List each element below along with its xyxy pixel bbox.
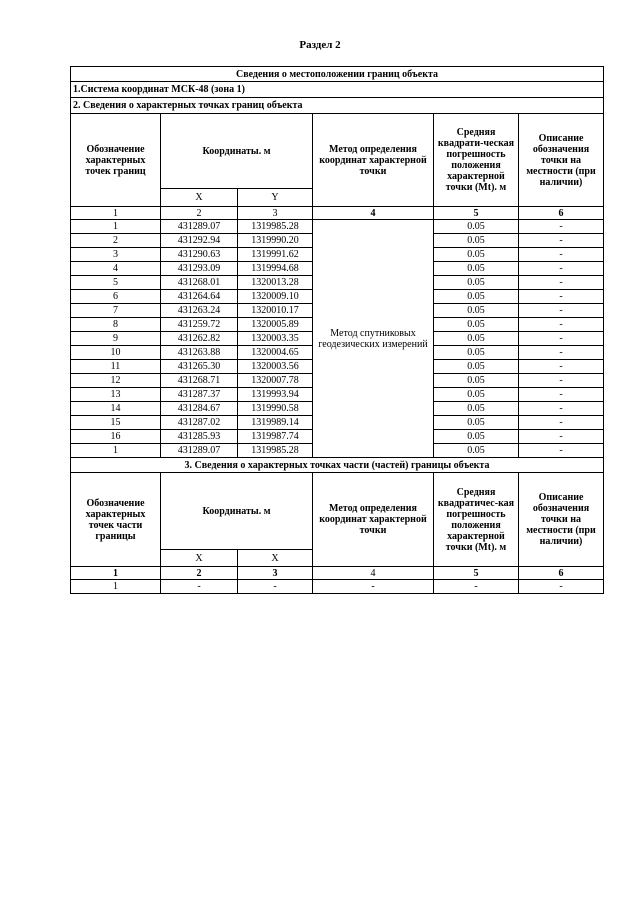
point-number: 11 xyxy=(71,360,161,374)
coord-x: 431262.82 xyxy=(161,332,238,346)
part2-colnum: 3 xyxy=(238,207,313,220)
error-value: 0.05 xyxy=(434,374,519,388)
part2-header-y: Y xyxy=(238,189,313,207)
description-value: - xyxy=(519,318,604,332)
part2-colnums-row xyxy=(71,207,604,220)
description-value: - xyxy=(519,220,604,234)
point-number: 10 xyxy=(71,346,161,360)
part3-cell-x: - xyxy=(161,580,238,594)
description-value: - xyxy=(519,262,604,276)
part3-colnum: 1 xyxy=(71,567,161,580)
error-value: 0.05 xyxy=(434,346,519,360)
description-value: - xyxy=(519,276,604,290)
coord-x: 431287.37 xyxy=(161,388,238,402)
coord-y: 1320005.89 xyxy=(238,318,313,332)
coord-y: 1319989.14 xyxy=(238,416,313,430)
coord-y: 1319991.62 xyxy=(238,248,313,262)
description-value: - xyxy=(519,430,604,444)
part3-cell-n: 1 xyxy=(71,580,161,594)
description-value: - xyxy=(519,248,604,262)
error-value: 0.05 xyxy=(434,388,519,402)
description-value: - xyxy=(519,388,604,402)
coord-x: 431284.67 xyxy=(161,402,238,416)
part3-colnum: 6 xyxy=(519,567,604,580)
point-number: 12 xyxy=(71,374,161,388)
description-value: - xyxy=(519,360,604,374)
point-number: 15 xyxy=(71,416,161,430)
coord-y: 1320013.28 xyxy=(238,276,313,290)
error-value: 0.05 xyxy=(434,220,519,234)
coord-y: 1319994.68 xyxy=(238,262,313,276)
point-number: 13 xyxy=(71,388,161,402)
description-value: - xyxy=(519,332,604,346)
part3-header-x: X xyxy=(161,550,238,567)
error-value: 0.05 xyxy=(434,360,519,374)
coord-x: 431265.30 xyxy=(161,360,238,374)
point-number: 9 xyxy=(71,332,161,346)
part2-header-error: Средняя квадрати-ческая погрешность положения характерной точки (Mt). м xyxy=(434,114,519,207)
coord-y: 1319993.94 xyxy=(238,388,313,402)
part2-colnum: 4 xyxy=(313,207,434,220)
part3-cell-d: - xyxy=(519,580,604,594)
part2-title: 2. Сведения о характерных точках границ объекта xyxy=(71,98,604,114)
part2-header-x: X xyxy=(161,189,238,207)
part3-header-y: X xyxy=(238,550,313,567)
error-value: 0.05 xyxy=(434,248,519,262)
coord-y: 1320003.35 xyxy=(238,332,313,346)
table-row xyxy=(71,220,604,234)
part3-title: 3. Сведения о характерных точках части (частей) границы объекта xyxy=(71,458,604,473)
coord-x: 431289.07 xyxy=(161,220,238,234)
part2-colnum: 2 xyxy=(161,207,238,220)
coord-x: 431268.01 xyxy=(161,276,238,290)
part3-cell-e: - xyxy=(434,580,519,594)
point-number: 4 xyxy=(71,262,161,276)
part2-colnum: 6 xyxy=(519,207,604,220)
part2-header-point: Обозначение характерных точек границ xyxy=(71,114,161,207)
description-value: - xyxy=(519,346,604,360)
part2-header-desc: Описание обозначения точки на местности (при наличии) xyxy=(519,114,604,207)
main-title: Сведения о местоположении границ объекта xyxy=(71,67,604,82)
table-row xyxy=(71,580,604,594)
part2-colnum: 5 xyxy=(434,207,519,220)
description-value: - xyxy=(519,304,604,318)
part3-header-coords: Координаты. м xyxy=(161,473,313,550)
error-value: 0.05 xyxy=(434,444,519,458)
coord-x: 431293.09 xyxy=(161,262,238,276)
description-value: - xyxy=(519,444,604,458)
coord-y: 1319990.58 xyxy=(238,402,313,416)
description-value: - xyxy=(519,374,604,388)
part3-colnum: 3 xyxy=(238,567,313,580)
method-cell: Метод спутниковых геодезических измерений xyxy=(313,220,434,458)
coord-x: 431263.88 xyxy=(161,346,238,360)
point-number: 14 xyxy=(71,402,161,416)
description-value: - xyxy=(519,234,604,248)
coord-x: 431263.24 xyxy=(161,304,238,318)
point-number: 5 xyxy=(71,276,161,290)
point-number: 1 xyxy=(71,444,161,458)
error-value: 0.05 xyxy=(434,402,519,416)
coord-y: 1320003.56 xyxy=(238,360,313,374)
coord-y: 1319987.74 xyxy=(238,430,313,444)
point-number: 1 xyxy=(71,220,161,234)
part3-header-desc: Описание обозначения точки на местности (при наличии) xyxy=(519,473,604,567)
coord-x: 431289.07 xyxy=(161,444,238,458)
part2-header-method: Метод определения координат характерной точки xyxy=(313,114,434,207)
part3-colnum: 2 xyxy=(161,567,238,580)
point-number: 6 xyxy=(71,290,161,304)
point-number: 7 xyxy=(71,304,161,318)
error-value: 0.05 xyxy=(434,262,519,276)
part3-colnum: 5 xyxy=(434,567,519,580)
coord-x: 431259.72 xyxy=(161,318,238,332)
coord-y: 1319985.28 xyxy=(238,444,313,458)
point-number: 8 xyxy=(71,318,161,332)
part2-colnum: 1 xyxy=(71,207,161,220)
error-value: 0.05 xyxy=(434,318,519,332)
error-value: 0.05 xyxy=(434,276,519,290)
description-value: - xyxy=(519,290,604,304)
coord-x: 431268.71 xyxy=(161,374,238,388)
section-title: Раздел 2 xyxy=(299,39,341,51)
point-number: 16 xyxy=(71,430,161,444)
coord-y: 1320009.10 xyxy=(238,290,313,304)
part3-header-point: Обозначение характерных точек части границы xyxy=(71,473,161,567)
coord-y: 1319990.20 xyxy=(238,234,313,248)
point-number: 2 xyxy=(71,234,161,248)
error-value: 0.05 xyxy=(434,416,519,430)
coord-y: 1320004.65 xyxy=(238,346,313,360)
error-value: 0.05 xyxy=(434,304,519,318)
part3-header-error: Средняя квадратичес-кая погрешность положения характерной точки (Mt). м xyxy=(434,473,519,567)
coord-y: 1320010.17 xyxy=(238,304,313,318)
error-value: 0.05 xyxy=(434,332,519,346)
part3-colnum: 4 xyxy=(313,567,434,580)
description-value: - xyxy=(519,402,604,416)
coordinate-system: 1.Система координат МСК-48 (зона 1) xyxy=(71,82,604,98)
error-value: 0.05 xyxy=(434,430,519,444)
coord-x: 431290.63 xyxy=(161,248,238,262)
part3-colnums-row xyxy=(71,567,604,580)
error-value: 0.05 xyxy=(434,234,519,248)
description-value: - xyxy=(519,416,604,430)
coord-x: 431287.02 xyxy=(161,416,238,430)
coord-x: 431264.64 xyxy=(161,290,238,304)
coord-x: 431285.93 xyxy=(161,430,238,444)
error-value: 0.05 xyxy=(434,290,519,304)
part3-header-method: Метод определения координат характерной точки xyxy=(313,473,434,567)
boundary-points-table xyxy=(70,66,604,594)
coord-y: 1319985.28 xyxy=(238,220,313,234)
coord-x: 431292.94 xyxy=(161,234,238,248)
point-number: 3 xyxy=(71,248,161,262)
part3-cell-y: - xyxy=(238,580,313,594)
coord-y: 1320007.78 xyxy=(238,374,313,388)
part2-header-coords: Координаты. м xyxy=(161,114,313,189)
part3-cell-m: - xyxy=(313,580,434,594)
